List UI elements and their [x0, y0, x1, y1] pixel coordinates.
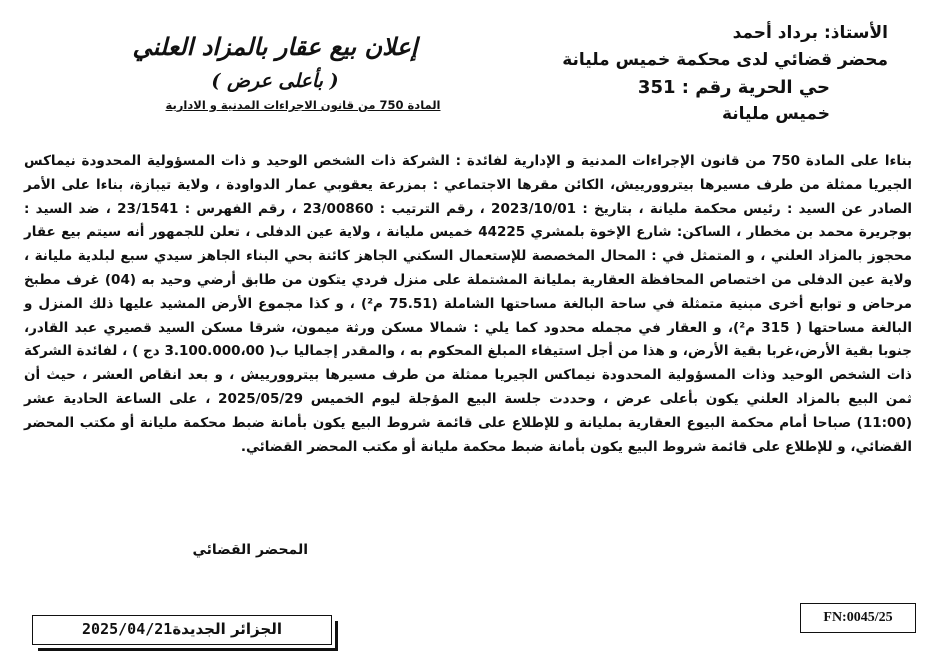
law-reference: المادة 750 من قانون الاجراءات المدنية و الادارية	[165, 98, 441, 112]
bailiff-name: الأستاذ: برداد أحمد	[732, 23, 888, 43]
newspaper-name: الجزائر الجديدة	[172, 620, 282, 638]
bailiff-header	[488, 20, 888, 128]
bailiff-address	[488, 74, 888, 101]
notice-subtitle: ( بأعلى عرض )	[211, 70, 339, 92]
file-number-box	[800, 603, 916, 633]
notice-title: إعلان بيع عقار بالمزاد العلني	[132, 32, 418, 61]
signature: المحضر القضائي	[192, 542, 308, 558]
bailiff-court: محضر قضائي لدى محكمة خميس مليانة	[562, 50, 888, 70]
file-number: FN:0045/25	[823, 610, 893, 625]
address-number: 351	[637, 77, 676, 98]
publication-box	[32, 615, 332, 645]
notice-body	[24, 150, 912, 459]
address-district-label: حي الحرية رقم :	[681, 77, 830, 98]
publication-date: 2025/04/21	[82, 620, 173, 638]
notice-paragraph: بناءا على المادة 750 من قانون الإجراءات المدنية و الإدارية لفائدة : الشركة ذات الشخص الوحيد و ذات المسؤولية المحدودة نيماكس الجيريا ممثلة من طرف مسيرها بيتروورييش، الكائن مقرها الاجتماعي : بمزرعة يعقوبي عمار الدواودة ، ولاية تيبازة، بناءا على الأمر الصادر عن السيد : رئيس محكمة مليانة ، بتاريخ : 2023/10/01 ، رقم الترتيب : 23/00860 ، رقم الفهرس : 23/1541 ، ضد السيد : بوجريرة محمد بن مخطار ، الساكن: شارع الإخوة بلمشري 44225 خميس مليانة ، ولاية عين الدفلى ، تعلن للجمهور أنه سيتم بيع عقار محجوز بالمزاد العلني ، و المتمثل في : المحال المخصصة للإستعمال السكني الجاهز كائنة بحي البناء الجاهز سيدي سبع لبلدية مليانة ، ولاية عين الدفلى من اختصاص المحافظة العقارية بمليانة المشتملة على منزل فردي يتكون من طابق أرضي وحيد به (04) غرف مطبخ مرحاض و توابع أخرى مبنية متمثلة في ساحة البالغة مساحتها الشاملة (75.51 م²) ، و كذا مجموع الأرض المشيد عليها ذلك المنزل و البالغة مساحتها ( 315 م²)، و العقار في مجمله محدود كما يلي : شمالا مسكن ورثة ميمون، شرقا مسكن السيد قصيري عبد القادر، جنوبا بقية الأرض،غربا بقية الأرض، و هذا من أجل استيفاء المبلغ المحكوم به ، والمقدر إجماليا ب( 3.100.000،00 دج ) ، لفائدة الشركة ذات الشخص الوحيد وذات المسؤولية المحدودة نيماكس الجيريا ممثلة من طرف مسيرها بيتروورييش ، و بعد انقاص العشر ، حيث أن ثمن البيع بالمزاد العلني يكون بأعلى عرض ، وحددت جلسة البيع المؤجلة ليوم الخميس 2025/05/29 ، على الساعة الحادية عشر (11:00) صباحا أمام محكمة البيوع العقارية بمليانة و للإطلاع على قائمة شروط البيع يكون بأمانة ضبط محكمة مليانة أو مكتب المحضر القضائي، و للإطلاع على قائمة شروط البيع يكون بأمانة ضبط محكمة مليانة أو مكتب المحضر القضائي.	[24, 153, 913, 455]
notice-heading	[50, 28, 500, 114]
bailiff-city: خميس مليانة	[721, 104, 830, 124]
